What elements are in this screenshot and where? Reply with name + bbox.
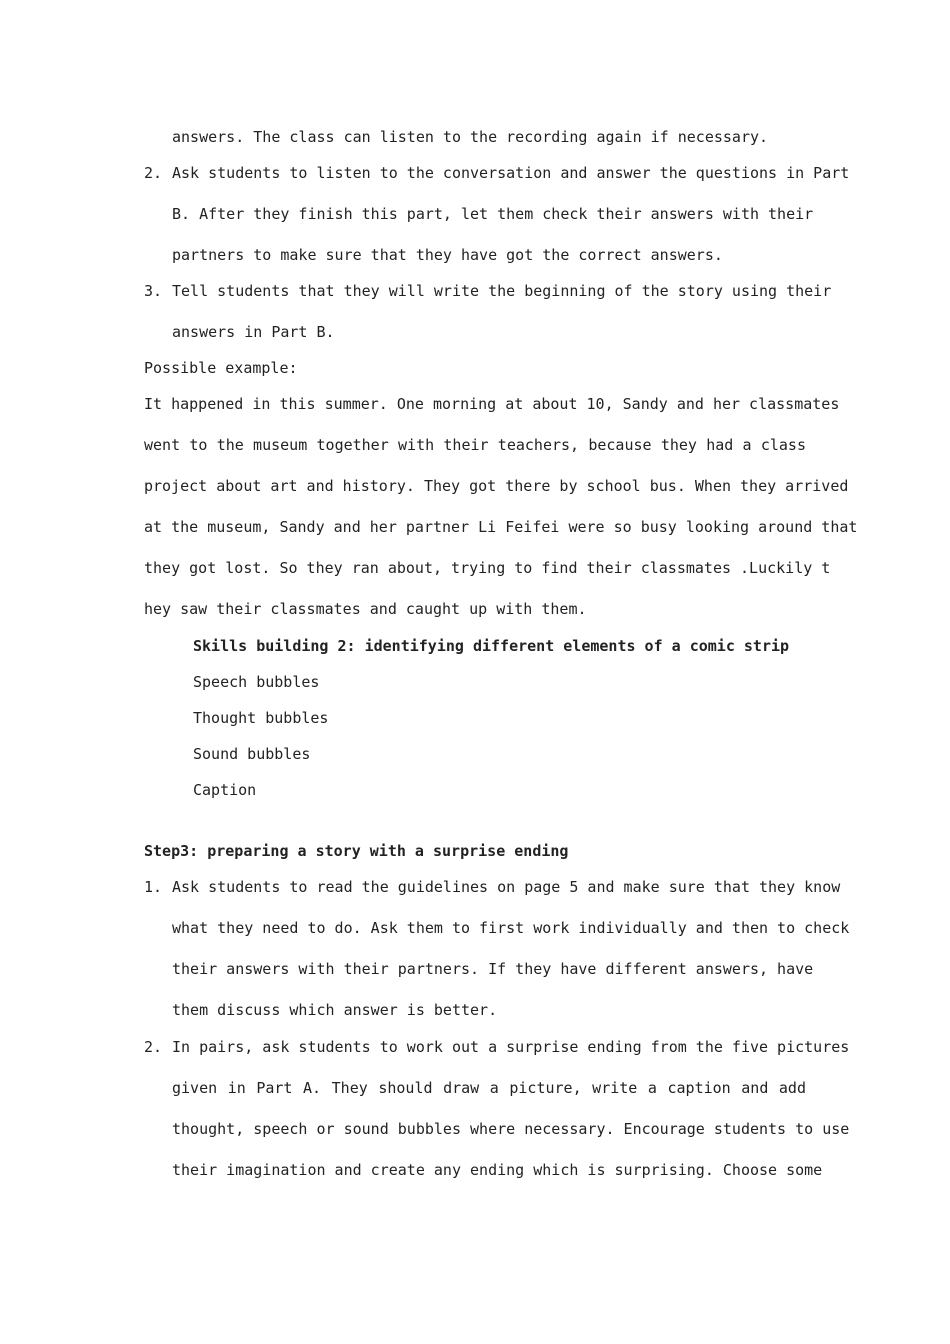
skills-item: Sound bubbles: [193, 745, 311, 763]
list-number: 3.: [144, 282, 163, 300]
list-item-line: their imagination and create any ending which is surprising. Choose some: [172, 1161, 823, 1179]
example-label: Possible example:: [144, 359, 298, 377]
step3-heading: Step3: preparing a story with a surprise ending: [144, 842, 569, 860]
list-item-line: Ask students to listen to the conversation and answer the questions in Part: [172, 164, 850, 182]
example-line: It happened in this summer. One morning at about 10, Sandy and her classmates: [144, 395, 840, 413]
list-item-line: them discuss which answer is better.: [172, 1001, 498, 1019]
list-item-line: In pairs, ask students to work out a surprise ending from the five pictures: [172, 1038, 850, 1056]
list-item-line: thought, speech or sound bubbles where necessary. Encourage students to use: [172, 1120, 850, 1138]
skills-item: Caption: [193, 781, 257, 799]
list-item-line: B. After they finish this part, let them check their answers with their: [172, 205, 814, 223]
skills-item: Speech bubbles: [193, 673, 320, 691]
list-number: 1.: [144, 878, 163, 896]
example-line: at the museum, Sandy and her partner Li Feifei were so busy looking around that: [144, 518, 858, 536]
list-item-line: given in Part A. They should draw a picture, write a caption and add: [172, 1079, 806, 1097]
list-item-line: Ask students to read the guidelines on page 5 and make sure that they know: [172, 878, 841, 896]
list-item-line: partners to make sure that they have got the correct answers.: [172, 246, 723, 264]
skills-item: Thought bubbles: [193, 709, 329, 727]
example-line: they got lost. So they ran about, trying to find their classmates .Luckily t: [144, 559, 831, 577]
list-item-line: what they need to do. Ask them to first work individually and then to check: [172, 919, 850, 937]
example-line: went to the museum together with their teachers, because they had a class: [144, 436, 806, 454]
list-item-line: their answers with their partners. If they have different answers, have: [172, 960, 814, 978]
paragraph-continuation: answers. The class can listen to the recording again if necessary.: [172, 128, 769, 146]
list-number: 2.: [144, 1038, 163, 1056]
example-line: hey saw their classmates and caught up with them.: [144, 600, 587, 618]
skills-heading: Skills building 2: identifying different elements of a comic strip: [193, 637, 790, 655]
list-item-line: Tell students that they will write the beginning of the story using their: [172, 282, 832, 300]
list-item-line: answers in Part B.: [172, 323, 335, 341]
example-line: project about art and history. They got there by school bus. When they arrived: [144, 477, 849, 495]
list-number: 2.: [144, 164, 163, 182]
